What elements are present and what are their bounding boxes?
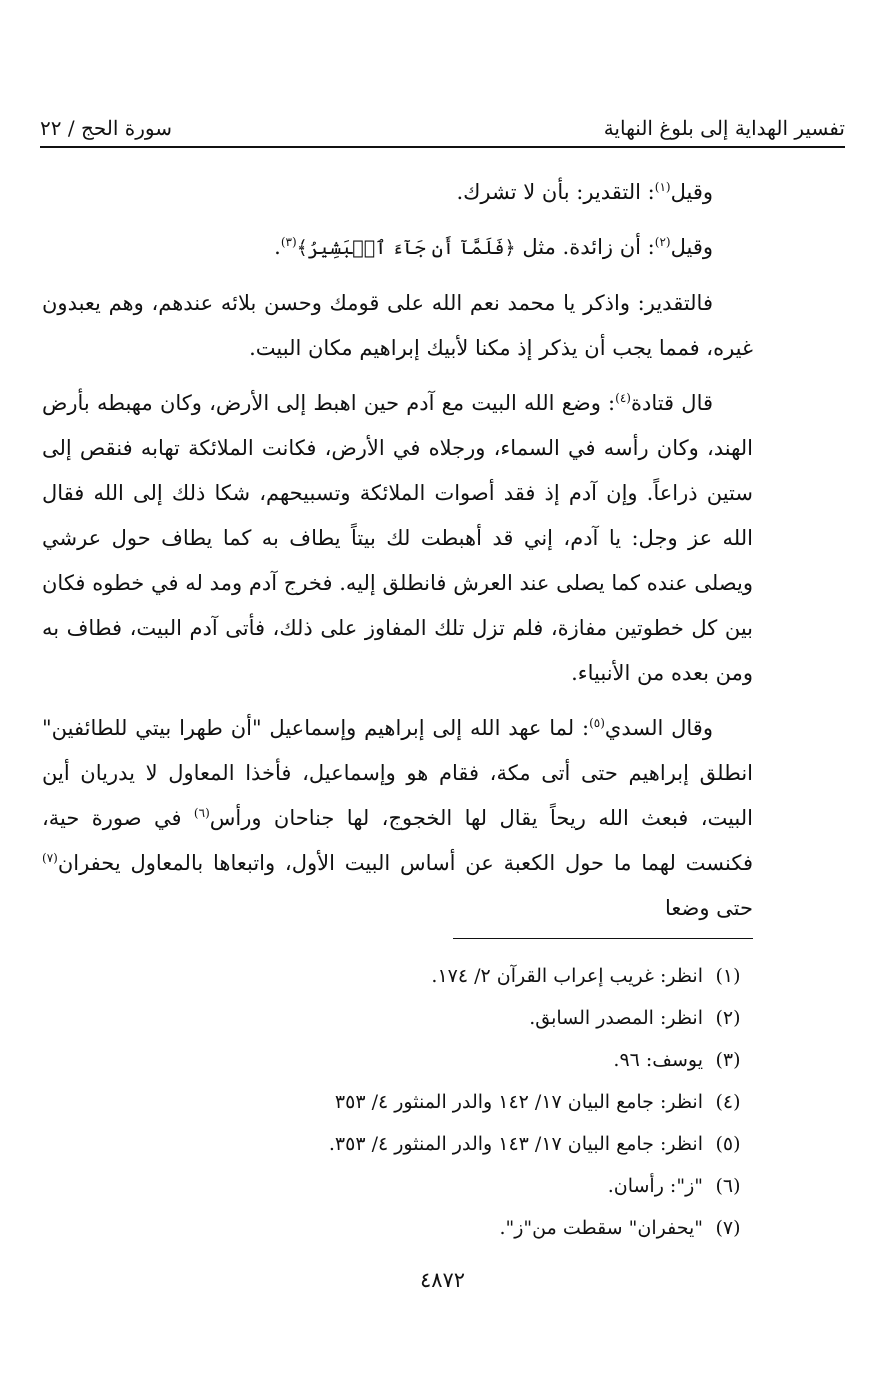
footnote-text: انظر: المصدر السابق. bbox=[529, 1007, 703, 1029]
footnote-item bbox=[42, 1039, 753, 1081]
text-run: فالتقدير: واذكر يا محمد نعم الله على قومك وحسن بلائه عندهم، وهم يعبدون غيره، فمما يجب أن يذكر إذ مكنا لأبيك إبراهيم مكان البيت. bbox=[42, 291, 753, 360]
footnote-separator bbox=[453, 938, 753, 939]
footnote-item bbox=[42, 955, 753, 997]
footnotes bbox=[42, 955, 753, 1249]
paragraph bbox=[42, 706, 753, 931]
text-run: في صورة حية، فكنست لهما ما حول الكعبة عن أساس البيت الأول، واتبعاها بالمعاول يحفران bbox=[42, 806, 753, 875]
footnote-ref: (٢) bbox=[654, 235, 671, 249]
footnote-number: (٦) bbox=[715, 1175, 741, 1197]
text-run: . bbox=[274, 235, 281, 259]
paragraph bbox=[42, 170, 753, 215]
running-header bbox=[40, 108, 845, 148]
text-run: : وضع الله البيت مع آدم حين اهبط إلى الأرض، وكان مهبطه بأرض الهند، وكان رأسه في السماء، ورجلاه في الأرض، فكانت الملائكة تهابه فنقص إلى ستين ذراعاً. وإن آدم إذ فقد أصوات الملائكة وتسبيحهم، شكا ذلك إلى الله فقال الله عز وجل: يا آدم، إني قد أهبطت لك بيتاً يطاف به كما يطاف حول عرشي ويصلى عنده كما يصلى عند العرش فانطلق إليه. فخرج آدم ومد له في خطوه فكان بين كل خطوتين مفازة، فلم تزل تلك المفاوز على ذلك، فأتى آدم البيت، فطاف به ومن بعده من الأنبياء. bbox=[42, 391, 753, 685]
footnote-text: "ز": رأسان. bbox=[607, 1175, 703, 1197]
footnote-ref: (١) bbox=[654, 180, 671, 194]
paragraph bbox=[42, 225, 753, 271]
main-text bbox=[42, 170, 753, 941]
footnote-item bbox=[42, 1207, 753, 1249]
paragraph bbox=[42, 281, 753, 371]
footnote-number: (٤) bbox=[715, 1091, 741, 1113]
surah-label: سورة الحج / ٢٢ bbox=[40, 116, 172, 140]
footnote-number: (٧) bbox=[715, 1217, 741, 1239]
footnote-text: "يحفران" سقطت من"ز". bbox=[499, 1217, 703, 1239]
text-run: وقيل bbox=[670, 235, 713, 259]
footnote-ref: (٣) bbox=[280, 235, 297, 249]
footnote-ref: (٥) bbox=[589, 716, 605, 730]
footnote-number: (٢) bbox=[715, 1007, 741, 1029]
footnote-item bbox=[42, 997, 753, 1039]
text-run: : لما عهد الله إلى إبراهيم وإسماعيل "أن طهرا بيتي للطائفين" انطلق إبراهيم حتى أتى مكة، فقام هو وإسماعيل، فأخذا المعاول لا يدريان أين البيت، فبعث الله ريحاً يقال لها الخجوج، لها جناحان ورأس bbox=[42, 716, 753, 830]
footnote-ref: (٦) bbox=[193, 806, 210, 820]
footnote-ref: (٤) bbox=[615, 391, 631, 405]
footnote-number: (١) bbox=[715, 965, 741, 987]
text-run: وقال السدي bbox=[604, 716, 713, 740]
text-run: حتى وضعا bbox=[665, 896, 753, 920]
text-run: : التقدير: بأن لا تشرك. bbox=[456, 180, 655, 204]
footnote-text: انظر: غريب إعراب القرآن ٢/ ١٧٤. bbox=[431, 965, 703, 987]
text-run: قال قتادة bbox=[630, 391, 714, 415]
paragraph bbox=[42, 381, 753, 696]
footnote-text: يوسف: ٩٦. bbox=[613, 1049, 703, 1071]
page-number: ٤٨٧٢ bbox=[419, 1268, 466, 1292]
footnote-number: (٣) bbox=[715, 1049, 741, 1071]
footnote-text: انظر: جامع البيان ١٧/ ١٤٣ والدر المنثور ٤/ ٣٥٣. bbox=[328, 1133, 703, 1155]
footnote-text: انظر: جامع البيان ١٧/ ١٤٢ والدر المنثور ٤/ ٣٥٣ bbox=[334, 1091, 703, 1113]
footnote-item bbox=[42, 1123, 753, 1165]
text-run: وقيل bbox=[670, 180, 713, 204]
quran-quote: ﴿فَلَمَّآ أَن جَآءَ ٱلۡبَشِيرُ﴾ bbox=[296, 237, 516, 259]
footnote-item bbox=[42, 1081, 753, 1123]
footnote-number: (٥) bbox=[715, 1133, 741, 1155]
footnote-ref: (٧) bbox=[42, 851, 58, 865]
book-title: تفسير الهداية إلى بلوغ النهاية bbox=[603, 116, 845, 140]
text-run: : أن زائدة. مثل bbox=[515, 235, 655, 259]
footnote-item bbox=[42, 1165, 753, 1207]
